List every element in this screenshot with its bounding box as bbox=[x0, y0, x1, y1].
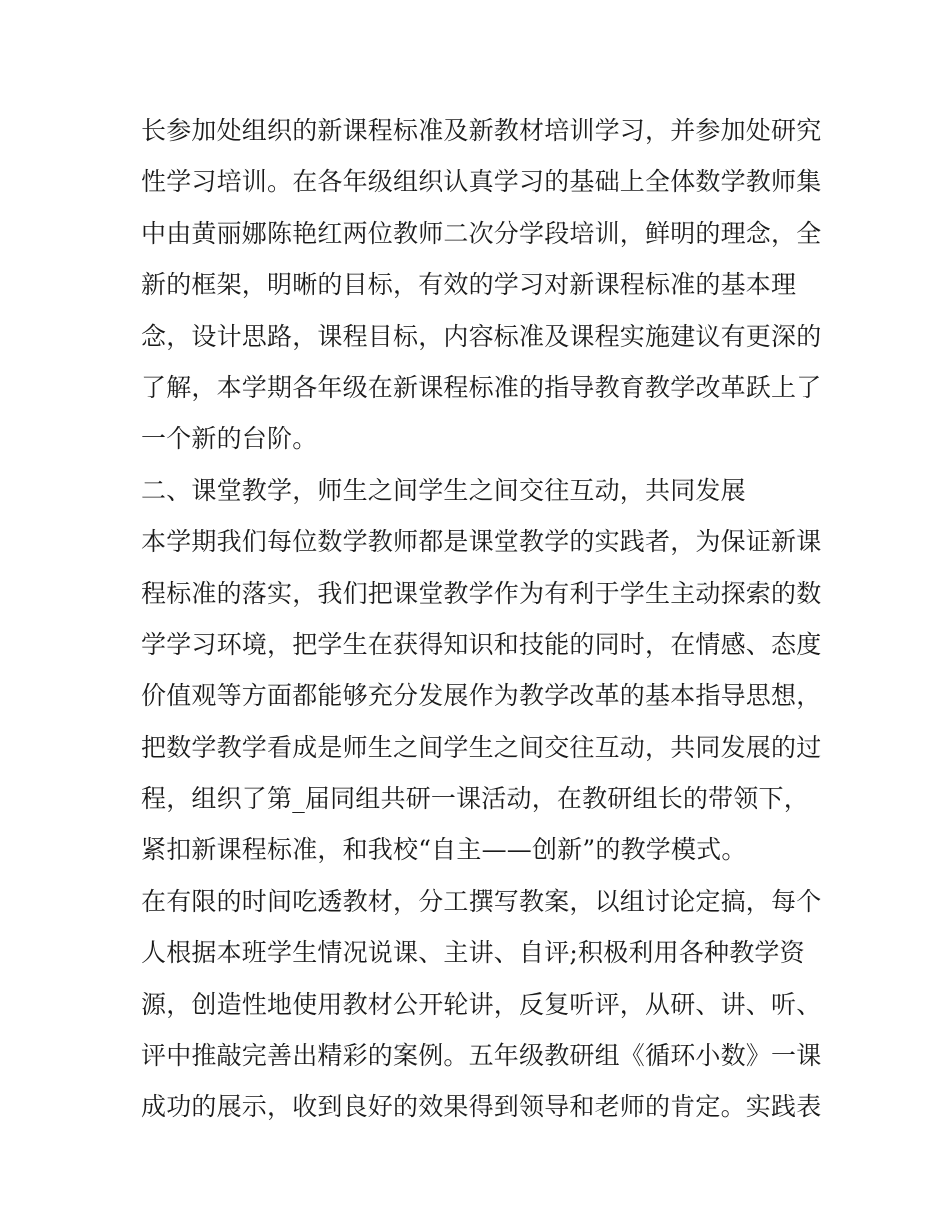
text-line: 评中推敲完善出精彩的案例。五年级教研组《循环小数》一课 bbox=[141, 1041, 822, 1071]
text-line: 学学习环境，把学生在获得知识和技能的同时，在情感、态度 bbox=[141, 629, 822, 659]
text-line: 性学习培训。在各年级组织认真学习的基础上全体数学教师集 bbox=[141, 167, 822, 197]
text-line: 紧扣新课程标准，和我校“自主——创新”的教学模式。 bbox=[141, 835, 747, 865]
text-line: 价值观等方面都能够充分发展作为教学改革的基本指导思想， bbox=[141, 681, 822, 711]
text-line: 程标准的落实，我们把课堂教学作为有利于学生主动探索的数 bbox=[141, 578, 822, 608]
text-line: 新的框架，明晰的目标，有效的学习对新课程标准的基本理 bbox=[141, 270, 797, 300]
text-line: 成功的展示，收到良好的效果得到领导和老师的肯定。实践表 bbox=[141, 1092, 822, 1122]
text-line: 中由黄丽娜陈艳红两位教师二次分学段培训，鲜明的理念，全 bbox=[141, 218, 822, 248]
text-line: 了解，本学期各年级在新课程标准的指导教育教学改革跃上了 bbox=[141, 372, 822, 402]
text-line: 本学期我们每位数学教师都是课堂教学的实践者，为保证新课 bbox=[141, 527, 822, 557]
text-line: 源，创造性地使用教材公开轮讲，反复听评，从研、讲、听、 bbox=[141, 989, 822, 1019]
text-line: 把数学教学看成是师生之间学生之间交往互动，共同发展的过 bbox=[141, 732, 822, 762]
text-line: 长参加处组织的新课程标准及新教材培训学习，并参加处研究 bbox=[141, 116, 822, 145]
text-line: 程，组织了第_届同组共研一课活动，在教研组长的带领下， bbox=[141, 784, 809, 814]
text-line: 一个新的台阶。 bbox=[141, 424, 318, 454]
text-line: 在有限的时间吃透教材，分工撰写教案，以组讨论定搞，每个 bbox=[141, 886, 822, 916]
text-line: 念，设计思路，课程目标，内容标准及课程实施建议有更深的 bbox=[141, 321, 822, 351]
document-body bbox=[141, 105, 821, 1133]
text-line: 人根据本班学生情况说课、主讲、自评;积极利用各种教学资 bbox=[141, 938, 805, 968]
section-heading: 二、课堂教学，师生之间学生之间交往互动，共同发展 bbox=[141, 475, 746, 505]
